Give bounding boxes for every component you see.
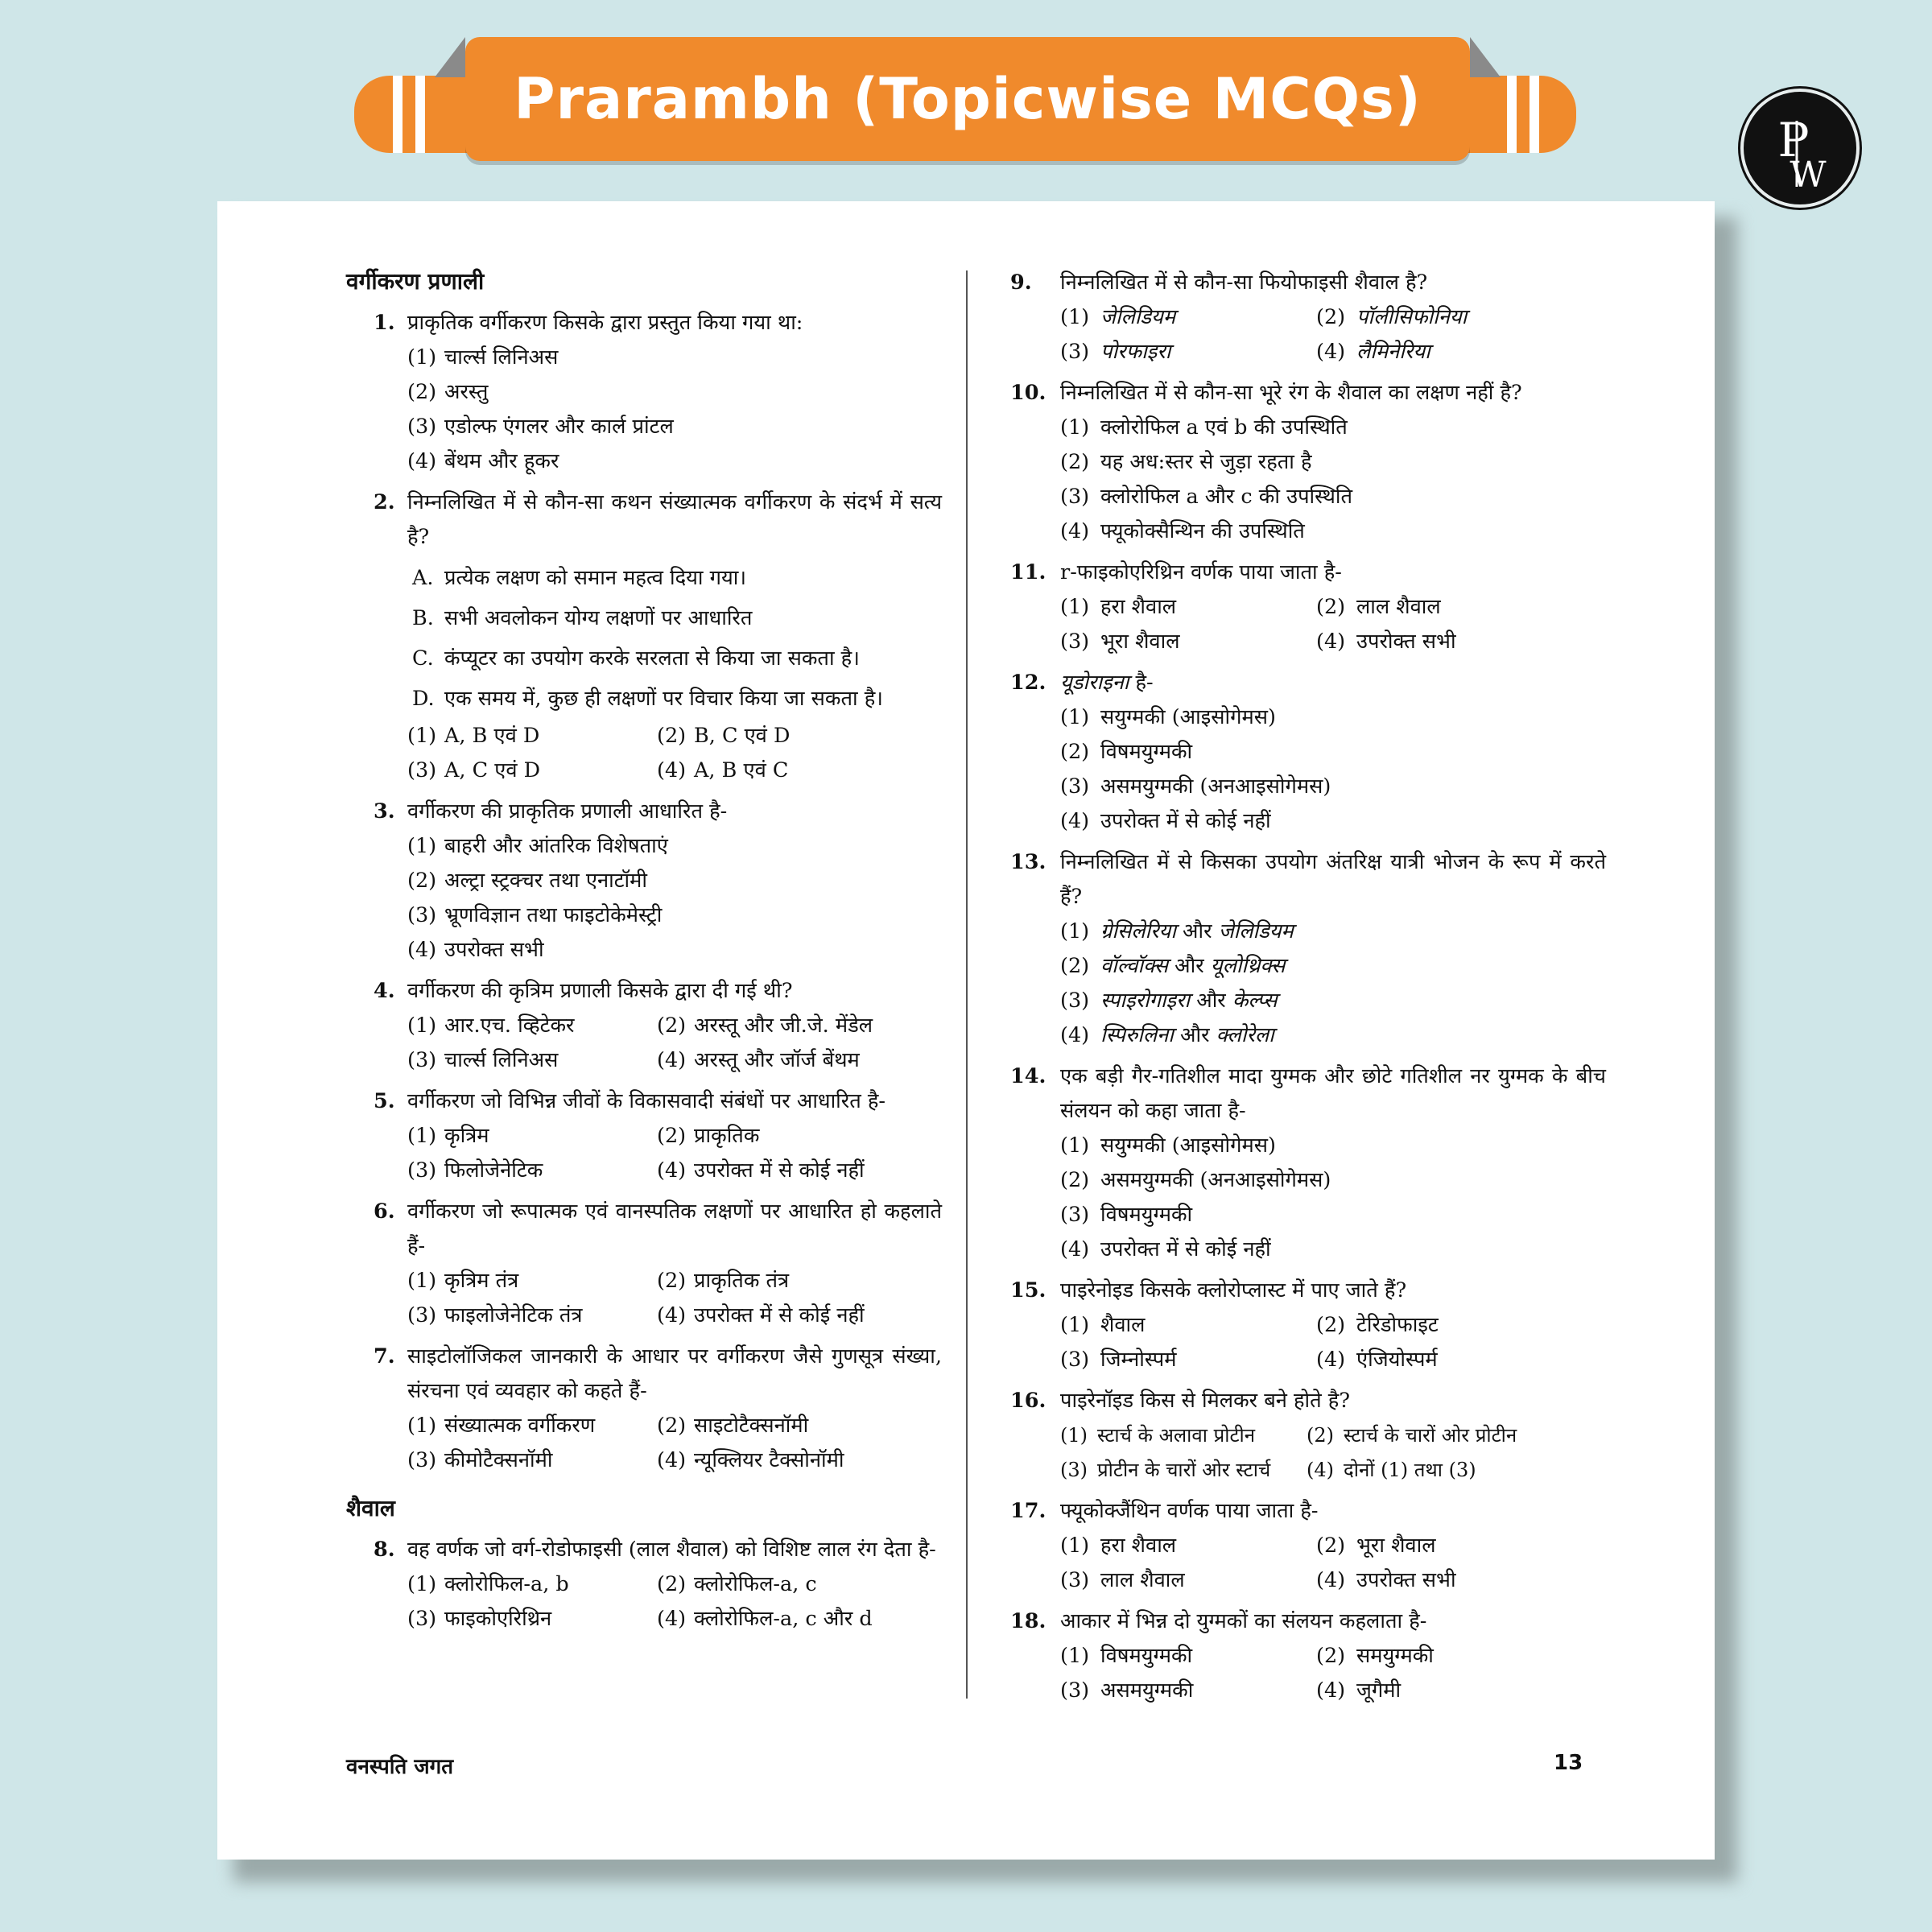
option[interactable]: (4) उपरोक्त में से कोई नहीं [1060, 1237, 1271, 1261]
statement: C. कंप्यूटर का उपयोग करके सरलता से किया जा सकता है। [412, 646, 860, 671]
option[interactable]: (3) A, C एवं D [407, 758, 541, 782]
question-number: 14. [1010, 1064, 1046, 1088]
option[interactable]: (4) अरस्तू और जॉर्ज बेंथम [657, 1048, 860, 1072]
option-row [1060, 625, 1606, 659]
question-number: 15. [1010, 1278, 1046, 1302]
question-number: 11. [1010, 560, 1046, 584]
option[interactable]: (2) भूरा शैवाल [1316, 1534, 1436, 1558]
option-row [407, 1119, 942, 1154]
option[interactable]: (1) स्टार्च के अलावा प्रोटीन [1060, 1424, 1256, 1447]
question-text: वर्गीकरण जो विभिन्न जीवों के विकासवादी संबंधों पर आधारित है- [407, 1089, 886, 1113]
question-text: यूडोराइना है- [1060, 671, 1154, 695]
question [1010, 555, 1606, 659]
question-text: एक बड़ी गैर-गतिशील मादा युग्मक और छोटे गतिशील नर युग्मक के बीच संलयन को कहा जाता है- [1060, 1064, 1606, 1123]
question-number: 17. [1010, 1499, 1046, 1523]
question [1010, 376, 1606, 549]
option[interactable]: (2) टेरिडोफाइट [1316, 1313, 1439, 1337]
question-text: पाइरेनोइड किसके क्लोरोप्लास्ट में पाए जाते हैं? [1060, 1278, 1407, 1302]
option-row [1060, 1563, 1606, 1598]
option[interactable]: (2) अल्ट्रा स्ट्रक्चर तथा एनाटॉमी [407, 869, 648, 893]
option[interactable]: (1) जेलिडियम [1060, 305, 1176, 329]
option[interactable]: (3) भ्रूणविज्ञान तथा फाइटोकेमेस्ट्री [407, 903, 663, 927]
question-number: 4. [374, 979, 395, 1003]
option[interactable]: (4) दोनों (1) तथा (3) [1307, 1459, 1476, 1481]
option[interactable]: (3) भूरा शैवाल [1060, 630, 1180, 654]
option-row [407, 1154, 942, 1188]
banner-stripe [1507, 76, 1517, 153]
question-number: 16. [1010, 1389, 1046, 1413]
option-row [1060, 1308, 1606, 1343]
banner-stripe [415, 76, 425, 153]
question [1010, 1494, 1606, 1598]
question-text: निम्नलिखित में से कौन-सा भूरे रंग के शैवाल का लक्षण नहीं है? [1060, 381, 1522, 405]
option-row [407, 1298, 942, 1333]
option[interactable]: (2) वॉल्वॉक्स और यूलोथ्रिक्स [1060, 954, 1286, 978]
option[interactable]: (4) बेंथम और हूकर [407, 449, 559, 473]
question [1010, 1384, 1606, 1488]
option[interactable]: (1) ग्रेसिलेरिया और जेलिडियम [1060, 919, 1294, 943]
option[interactable]: (3) लाल शैवाल [1060, 1568, 1185, 1592]
question-number: 9. [1010, 270, 1032, 295]
option[interactable]: (2) साइटोटैक्सनॉमी [657, 1414, 809, 1438]
left-column [346, 266, 942, 1637]
question-text: प्राकृतिक वर्गीकरण किसके द्वारा प्रस्तुत किया गया था: [407, 311, 803, 335]
statement: A. प्रत्येक लक्षण को समान महत्व दिया गया। [412, 566, 747, 590]
chapter-footer: वनस्पति जगत [346, 1755, 454, 1779]
option[interactable]: (4) उपरोक्त में से कोई नहीं [657, 1158, 865, 1183]
question-number: 3. [374, 799, 395, 824]
option[interactable]: (1) क्लोरोफिल a एवं b की उपस्थिति [1060, 415, 1348, 440]
option[interactable]: (3) कीमोटैक्सनॉमी [407, 1448, 553, 1472]
option[interactable]: (3) विषमयुग्मकी [1060, 1203, 1193, 1227]
option-row [1060, 1639, 1606, 1674]
question-number: 7. [374, 1344, 395, 1368]
option[interactable]: (3) जिम्नोस्पर्म [1060, 1348, 1177, 1372]
option[interactable]: (4) उपरोक्त सभी [1316, 630, 1456, 654]
option[interactable]: (4) एंजियोस्पर्म [1316, 1348, 1438, 1372]
option-row [1060, 1674, 1606, 1708]
question [1010, 1604, 1606, 1708]
question-text: वर्गीकरण जो रूपात्मक एवं वानस्पतिक लक्षणों पर आधारित हो कहलाते हैं- [407, 1199, 942, 1258]
statement: D. एक समय में, कुछ ही लक्षणों पर विचार किया जा सकता है। [412, 687, 883, 711]
option-row [407, 1602, 942, 1637]
question-number: 10. [1010, 381, 1046, 405]
option[interactable]: (2) B, C एवं D [657, 724, 791, 748]
question [1010, 266, 1606, 369]
option[interactable]: (3) एडोल्फ एंगलर और कार्ल प्रांटल [407, 415, 674, 439]
svg-text:W: W [1790, 155, 1827, 196]
question [1010, 1274, 1606, 1377]
option[interactable]: (3) फिलोजेनेटिक [407, 1158, 543, 1183]
option[interactable]: (2) प्राकृतिक [657, 1124, 760, 1148]
question-number: 12. [1010, 671, 1046, 695]
question [346, 306, 942, 479]
option[interactable]: (4) उपरोक्त सभी [1316, 1568, 1456, 1592]
option[interactable]: (2) अरस्तू और जी.जे. मेंडेल [657, 1013, 873, 1038]
right-column [1010, 266, 1606, 1708]
option[interactable]: (1) संख्यात्मक वर्गीकरण [407, 1414, 596, 1438]
section-heading: वर्गीकरण प्रणाली [346, 268, 485, 295]
book-page [217, 201, 1715, 1860]
question [346, 974, 942, 1078]
option[interactable]: (1) क्लोरोफिल-a, b [407, 1572, 569, 1596]
question-number: 6. [374, 1199, 395, 1224]
option[interactable]: (3) असमयुग्मकी (अनआइसोगेमस) [1060, 774, 1331, 799]
option[interactable]: (4) उपरोक्त में से कोई नहीं [1060, 809, 1271, 833]
banner-fold [1470, 37, 1501, 77]
option-row [407, 1567, 942, 1602]
option[interactable]: (2) यह अध:स्तर से जुड़ा रहता है [1060, 450, 1312, 474]
option-row [407, 1009, 942, 1043]
option[interactable]: (4) जूगैमी [1316, 1678, 1402, 1703]
question-number: 8. [374, 1538, 395, 1562]
question-text: पाइरेनॉइड किस से मिलकर बने होते है? [1060, 1389, 1351, 1413]
option[interactable]: (1) A, B एवं D [407, 724, 540, 748]
banner-stripe [1530, 76, 1539, 153]
option-row [1060, 590, 1606, 625]
question-number: 13. [1010, 850, 1046, 874]
option[interactable]: (2) स्टार्च के चारों ओर प्रोटीन [1307, 1424, 1517, 1447]
question [346, 1340, 942, 1478]
option-row [1060, 1418, 1606, 1453]
question-text: साइटोलॉजिकल जानकारी के आधार पर वर्गीकरण जैसे गुणसूत्र संख्या, संरचना एवं व्यवहार को कहते हैं- [407, 1344, 942, 1403]
option[interactable]: (1) हरा शैवाल [1060, 595, 1177, 619]
question-text: निम्नलिखित में से किसका उपयोग अंतरिक्ष यात्री भोजन के रूप में करते हैं? [1060, 850, 1606, 909]
option-row [407, 1409, 942, 1443]
banner [465, 37, 1470, 161]
question-text: आकार में भिन्न दो युग्मकों का संलयन कहलाता है- [1060, 1609, 1427, 1633]
question-number: 5. [374, 1089, 395, 1113]
question-text: निम्नलिखित में से कौन-सा कथन संख्यात्मक वर्गीकरण के संदर्भ में सत्य है? [407, 490, 942, 549]
option[interactable]: (2) असमयुग्मकी (अनआइसोगेमस) [1060, 1168, 1331, 1192]
option-row [1060, 335, 1606, 369]
pw-logo-icon [1740, 89, 1860, 208]
option[interactable]: (4) फ्यूकोक्सैन्थिन की उपस्थिति [1060, 519, 1305, 543]
option-row [407, 1043, 942, 1078]
option[interactable]: (4) स्पिरुलिना और क्लोरेला [1060, 1023, 1274, 1047]
question-text: निम्नलिखित में से कौन-सा फियोफाइसी शैवाल है? [1060, 270, 1428, 295]
option[interactable]: (2) विषमयुग्मकी [1060, 740, 1193, 764]
question [346, 795, 942, 968]
question-text: फ्यूकोक्जैंथिन वर्णक पाया जाता है- [1060, 1499, 1319, 1523]
question-number: 18. [1010, 1609, 1046, 1633]
banner-stripe [393, 76, 402, 153]
option[interactable]: (3) चार्ल्स लिनिअस [407, 1048, 559, 1072]
question-text: वह वर्णक जो वर्ग-रोडोफाइसी (लाल शैवाल) को विशिष्ट लाल रंग देता है- [407, 1538, 936, 1562]
option[interactable]: (1) सयुग्मकी (आइसोगेमस) [1060, 1133, 1276, 1158]
question [1010, 1059, 1606, 1267]
option[interactable]: (2) क्लोरोफिल-a, c [657, 1572, 817, 1596]
option[interactable]: (1) आर.एच. व्हिटेकर [407, 1013, 575, 1038]
option[interactable]: (3) फाइकोएरिथ्रिन [407, 1607, 552, 1631]
option[interactable]: (2) लाल शैवाल [1316, 595, 1441, 619]
question [346, 485, 942, 788]
question-text: वर्गीकरण की कृत्रिम प्रणाली किसके द्वारा दी गई थी? [407, 979, 793, 1003]
svg-text:P: P [1777, 113, 1810, 167]
option[interactable]: (1) कृत्रिम [407, 1124, 489, 1148]
option[interactable]: (3) स्पाइरोगाइरा और केल्प्स [1060, 989, 1278, 1013]
question [1010, 845, 1606, 1053]
option[interactable]: (1) शैवाल [1060, 1313, 1146, 1337]
question [346, 1195, 942, 1333]
banner-title: Prarambh (Topicwise MCQs) [514, 66, 1422, 132]
option[interactable]: (1) चार्ल्स लिनिअस [407, 345, 559, 369]
option-row [407, 753, 942, 788]
section-heading: शैवाल [346, 1495, 395, 1521]
option[interactable]: (4) उपरोक्त सभी [407, 938, 544, 962]
question [1010, 666, 1606, 839]
option-row [1060, 300, 1606, 335]
option[interactable]: (1) बाहरी और आंतरिक विशेषताएं [407, 834, 668, 858]
option[interactable]: (1) हरा शैवाल [1060, 1534, 1177, 1558]
question-text: r-फाइकोएरिथ्रिन वर्णक पाया जाता है- [1060, 560, 1342, 584]
option[interactable]: (3) पोरफाइरा [1060, 340, 1171, 364]
option[interactable]: (4) लैमिनेरिया [1316, 340, 1430, 364]
statement: B. सभी अवलोकन योग्य लक्षणों पर आधारित [412, 606, 753, 630]
option[interactable]: (1) विषमयुग्मकी [1060, 1644, 1193, 1668]
option[interactable]: (3) फाइलोजेनेटिक तंत्र [407, 1303, 583, 1327]
banner-fold [435, 37, 465, 77]
option[interactable]: (1) कृत्रिम तंत्र [407, 1269, 519, 1293]
option-row [407, 719, 942, 753]
option-row [1060, 1343, 1606, 1377]
option[interactable]: (1) सयुग्मकी (आइसोगेमस) [1060, 705, 1276, 729]
option[interactable]: (3) क्लोरोफिल a और c की उपस्थिति [1060, 485, 1353, 509]
option[interactable]: (2) अरस्तु [407, 380, 489, 404]
question [346, 1084, 942, 1188]
option[interactable]: (2) समयुग्मकी [1316, 1644, 1434, 1668]
option[interactable]: (4) A, B एवं C [657, 758, 789, 782]
question-number: 1. [374, 311, 395, 335]
question-number: 2. [374, 490, 395, 514]
option[interactable]: (3) प्रोटीन के चारों ओर स्टार्च [1060, 1459, 1271, 1481]
option-row [1060, 1529, 1606, 1563]
question [346, 1533, 942, 1637]
option-row [407, 1264, 942, 1298]
question-text: वर्गीकरण की प्राकृतिक प्रणाली आधारित है- [407, 799, 728, 824]
column-divider [966, 270, 968, 1699]
option[interactable]: (4) क्लोरोफिल-a, c और d [657, 1607, 873, 1631]
option-row [1060, 1453, 1606, 1488]
option-row [407, 1443, 942, 1478]
option[interactable]: (3) असमयुग्मकी [1060, 1678, 1194, 1703]
option[interactable]: (4) न्यूक्लियर टैक्सोनॉमी [657, 1448, 844, 1472]
option[interactable]: (2) प्राकृतिक तंत्र [657, 1269, 790, 1293]
page-number: 13 [1554, 1751, 1583, 1775]
option[interactable]: (2) पॉलीसिफोनिया [1316, 305, 1468, 329]
option[interactable]: (4) उपरोक्त में से कोई नहीं [657, 1303, 865, 1327]
